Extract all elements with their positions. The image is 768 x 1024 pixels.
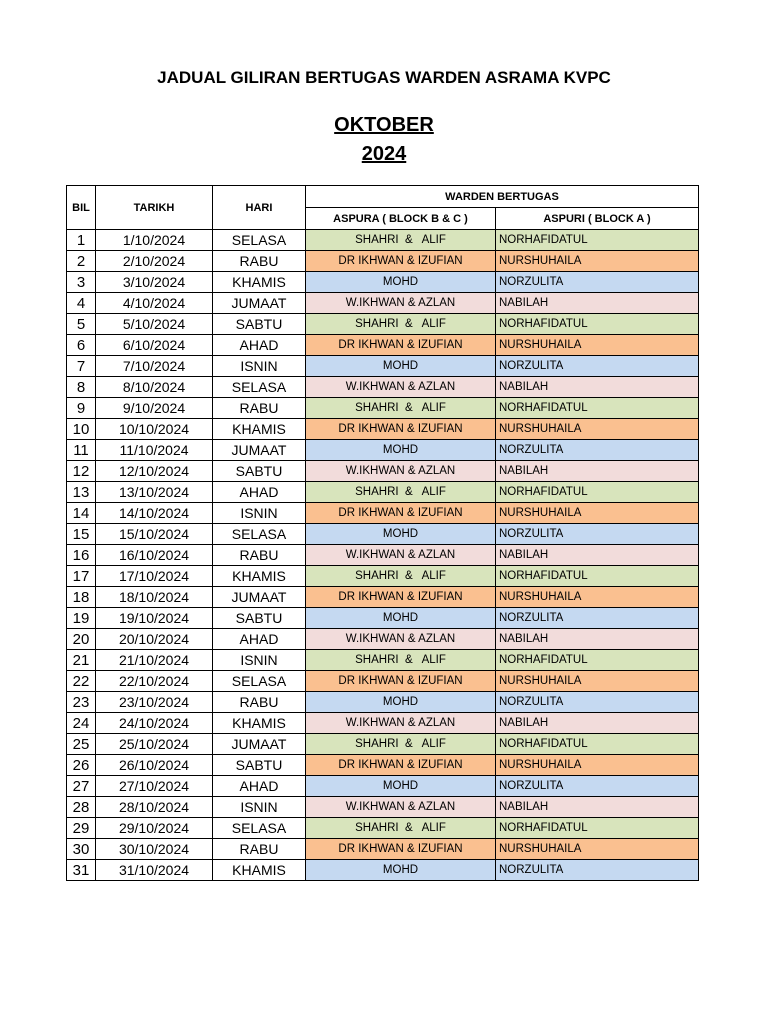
row-date-cell: 15/10/2024 [96, 524, 213, 545]
row-bil-cell: 20 [67, 629, 96, 650]
row-day-cell: ISNIN [213, 797, 306, 818]
table-row [67, 419, 699, 440]
header-warden-bertugas: WARDEN BERTUGAS [306, 186, 699, 208]
row-day-cell: SELASA [213, 377, 306, 398]
row-day-cell: AHAD [213, 482, 306, 503]
row-aspuri-cell: NORHAFIDATUL [496, 566, 699, 587]
row-aspura-cell: MOHD [306, 524, 496, 545]
row-aspuri-cell: NURSHUHAILA [496, 251, 699, 272]
table-row [67, 839, 699, 860]
row-date-cell: 12/10/2024 [96, 461, 213, 482]
table-row [67, 503, 699, 524]
header-aspura: ASPURA ( BLOCK B & C ) [306, 208, 496, 230]
row-aspura-cell: MOHD [306, 440, 496, 461]
row-aspura-cell: DR IKHWAN & IZUFIAN [306, 587, 496, 608]
row-aspura-cell: W.IKHWAN & AZLAN [306, 293, 496, 314]
row-aspuri-cell: NABILAH [496, 629, 699, 650]
page-title: JADUAL GILIRAN BERTUGAS WARDEN ASRAMA KVPC [157, 68, 611, 87]
table-row [67, 314, 699, 335]
row-aspura-cell: MOHD [306, 608, 496, 629]
table-row [67, 587, 699, 608]
row-aspuri-cell: NURSHUHAILA [496, 587, 699, 608]
table-row [67, 608, 699, 629]
row-date-cell: 21/10/2024 [96, 650, 213, 671]
row-bil-cell: 31 [67, 860, 96, 881]
month-heading: OKTOBER [334, 114, 434, 136]
row-bil-cell: 11 [67, 440, 96, 461]
row-bil-cell: 13 [67, 482, 96, 503]
header-tarikh: TARIKH [96, 186, 213, 230]
row-aspuri-cell: NURSHUHAILA [496, 671, 699, 692]
row-aspuri-cell: NORHAFIDATUL [496, 734, 699, 755]
row-aspura-cell: SHAHRI & ALIF [306, 314, 496, 335]
row-aspura-cell: SHAHRI & ALIF [306, 566, 496, 587]
row-aspura-cell: SHAHRI & ALIF [306, 482, 496, 503]
table-body [67, 230, 699, 881]
table-row [67, 356, 699, 377]
row-day-cell: KHAMIS [213, 566, 306, 587]
table-row [67, 398, 699, 419]
row-aspura-cell: DR IKHWAN & IZUFIAN [306, 503, 496, 524]
row-aspura-cell: MOHD [306, 356, 496, 377]
row-aspuri-cell: NURSHUHAILA [496, 503, 699, 524]
row-bil-cell: 25 [67, 734, 96, 755]
row-day-cell: RABU [213, 545, 306, 566]
row-date-cell: 20/10/2024 [96, 629, 213, 650]
row-day-cell: KHAMIS [213, 860, 306, 881]
year-heading: 2024 [361, 143, 407, 165]
row-date-cell: 31/10/2024 [96, 860, 213, 881]
row-date-cell: 28/10/2024 [96, 797, 213, 818]
row-date-cell: 23/10/2024 [96, 692, 213, 713]
duty-roster-table [66, 185, 699, 881]
row-date-cell: 3/10/2024 [96, 272, 213, 293]
row-aspura-cell: SHAHRI & ALIF [306, 818, 496, 839]
row-aspura-cell: W.IKHWAN & AZLAN [306, 461, 496, 482]
row-date-cell: 2/10/2024 [96, 251, 213, 272]
row-day-cell: RABU [213, 692, 306, 713]
table-row [67, 482, 699, 503]
row-bil-cell: 22 [67, 671, 96, 692]
row-aspura-cell: SHAHRI & ALIF [306, 398, 496, 419]
row-date-cell: 25/10/2024 [96, 734, 213, 755]
row-aspura-cell: DR IKHWAN & IZUFIAN [306, 335, 496, 356]
row-aspuri-cell: NABILAH [496, 461, 699, 482]
row-bil-cell: 8 [67, 377, 96, 398]
row-bil-cell: 6 [67, 335, 96, 356]
row-aspura-cell: W.IKHWAN & AZLAN [306, 629, 496, 650]
row-aspuri-cell: NORHAFIDATUL [496, 230, 699, 251]
table-row [67, 440, 699, 461]
row-bil-cell: 19 [67, 608, 96, 629]
row-aspuri-cell: NURSHUHAILA [496, 335, 699, 356]
row-aspuri-cell: NORHAFIDATUL [496, 314, 699, 335]
header-hari: HARI [213, 186, 306, 230]
row-aspuri-cell: NURSHUHAILA [496, 419, 699, 440]
row-day-cell: RABU [213, 251, 306, 272]
row-date-cell: 16/10/2024 [96, 545, 213, 566]
row-date-cell: 26/10/2024 [96, 755, 213, 776]
row-day-cell: JUMAAT [213, 587, 306, 608]
table-row [67, 797, 699, 818]
header-aspuri: ASPURI ( BLOCK A ) [496, 208, 699, 230]
row-bil-cell: 3 [67, 272, 96, 293]
row-aspura-cell: DR IKHWAN & IZUFIAN [306, 251, 496, 272]
table-row [67, 713, 699, 734]
row-bil-cell: 29 [67, 818, 96, 839]
row-date-cell: 18/10/2024 [96, 587, 213, 608]
row-date-cell: 14/10/2024 [96, 503, 213, 524]
row-aspuri-cell: NORZULITA [496, 524, 699, 545]
row-bil-cell: 7 [67, 356, 96, 377]
table-row [67, 524, 699, 545]
table-row [67, 461, 699, 482]
row-aspuri-cell: NURSHUHAILA [496, 839, 699, 860]
row-day-cell: SABTU [213, 755, 306, 776]
row-date-cell: 30/10/2024 [96, 839, 213, 860]
row-day-cell: SELASA [213, 230, 306, 251]
row-bil-cell: 27 [67, 776, 96, 797]
row-aspuri-cell: NABILAH [496, 797, 699, 818]
table-row [67, 251, 699, 272]
row-bil-cell: 2 [67, 251, 96, 272]
row-bil-cell: 14 [67, 503, 96, 524]
row-aspuri-cell: NABILAH [496, 377, 699, 398]
row-bil-cell: 15 [67, 524, 96, 545]
row-aspura-cell: SHAHRI & ALIF [306, 650, 496, 671]
row-bil-cell: 28 [67, 797, 96, 818]
row-bil-cell: 21 [67, 650, 96, 671]
row-bil-cell: 5 [67, 314, 96, 335]
row-aspuri-cell: NORZULITA [496, 776, 699, 797]
table-row [67, 293, 699, 314]
row-date-cell: 11/10/2024 [96, 440, 213, 461]
header-bil: BIL [67, 186, 96, 230]
row-date-cell: 6/10/2024 [96, 335, 213, 356]
row-day-cell: JUMAAT [213, 734, 306, 755]
row-bil-cell: 16 [67, 545, 96, 566]
row-aspura-cell: MOHD [306, 860, 496, 881]
row-aspura-cell: MOHD [306, 692, 496, 713]
row-day-cell: SELASA [213, 524, 306, 545]
row-bil-cell: 24 [67, 713, 96, 734]
row-aspura-cell: W.IKHWAN & AZLAN [306, 377, 496, 398]
row-date-cell: 10/10/2024 [96, 419, 213, 440]
row-aspuri-cell: NABILAH [496, 713, 699, 734]
row-bil-cell: 4 [67, 293, 96, 314]
table-row [67, 650, 699, 671]
row-day-cell: RABU [213, 398, 306, 419]
row-bil-cell: 12 [67, 461, 96, 482]
row-bil-cell: 10 [67, 419, 96, 440]
row-date-cell: 4/10/2024 [96, 293, 213, 314]
row-day-cell: SABTU [213, 461, 306, 482]
row-bil-cell: 18 [67, 587, 96, 608]
table-row [67, 335, 699, 356]
row-day-cell: SELASA [213, 818, 306, 839]
row-aspura-cell: DR IKHWAN & IZUFIAN [306, 419, 496, 440]
row-day-cell: ISNIN [213, 503, 306, 524]
row-date-cell: 24/10/2024 [96, 713, 213, 734]
row-day-cell: SABTU [213, 608, 306, 629]
table-row [67, 566, 699, 587]
row-day-cell: AHAD [213, 335, 306, 356]
table-row [67, 818, 699, 839]
row-date-cell: 7/10/2024 [96, 356, 213, 377]
row-date-cell: 5/10/2024 [96, 314, 213, 335]
row-date-cell: 22/10/2024 [96, 671, 213, 692]
row-aspuri-cell: NORHAFIDATUL [496, 650, 699, 671]
row-date-cell: 27/10/2024 [96, 776, 213, 797]
row-aspura-cell: MOHD [306, 776, 496, 797]
table-row [67, 734, 699, 755]
row-bil-cell: 9 [67, 398, 96, 419]
row-aspura-cell: DR IKHWAN & IZUFIAN [306, 671, 496, 692]
row-aspuri-cell: NORZULITA [496, 356, 699, 377]
row-date-cell: 1/10/2024 [96, 230, 213, 251]
table-row [67, 776, 699, 797]
table-row [67, 755, 699, 776]
row-aspuri-cell: NORHAFIDATUL [496, 818, 699, 839]
row-bil-cell: 17 [67, 566, 96, 587]
row-aspura-cell: W.IKHWAN & AZLAN [306, 545, 496, 566]
row-day-cell: AHAD [213, 629, 306, 650]
row-day-cell: AHAD [213, 776, 306, 797]
row-day-cell: JUMAAT [213, 440, 306, 461]
row-day-cell: ISNIN [213, 356, 306, 377]
row-aspura-cell: W.IKHWAN & AZLAN [306, 797, 496, 818]
row-aspura-cell: SHAHRI & ALIF [306, 734, 496, 755]
row-bil-cell: 23 [67, 692, 96, 713]
table-row [67, 671, 699, 692]
row-date-cell: 9/10/2024 [96, 398, 213, 419]
row-aspura-cell: MOHD [306, 272, 496, 293]
row-day-cell: KHAMIS [213, 272, 306, 293]
table-row [67, 692, 699, 713]
table-row [67, 377, 699, 398]
row-aspuri-cell: NORHAFIDATUL [496, 398, 699, 419]
row-aspuri-cell: NORHAFIDATUL [496, 482, 699, 503]
row-day-cell: KHAMIS [213, 713, 306, 734]
table-row [67, 230, 699, 251]
row-day-cell: JUMAAT [213, 293, 306, 314]
row-aspuri-cell: NORZULITA [496, 608, 699, 629]
row-aspuri-cell: NORZULITA [496, 272, 699, 293]
row-day-cell: SELASA [213, 671, 306, 692]
row-aspuri-cell: NABILAH [496, 545, 699, 566]
row-aspuri-cell: NORZULITA [496, 440, 699, 461]
row-aspura-cell: SHAHRI & ALIF [306, 230, 496, 251]
row-day-cell: KHAMIS [213, 419, 306, 440]
row-date-cell: 8/10/2024 [96, 377, 213, 398]
row-aspura-cell: DR IKHWAN & IZUFIAN [306, 755, 496, 776]
row-day-cell: SABTU [213, 314, 306, 335]
table-row [67, 629, 699, 650]
row-bil-cell: 1 [67, 230, 96, 251]
row-date-cell: 13/10/2024 [96, 482, 213, 503]
row-day-cell: ISNIN [213, 650, 306, 671]
row-date-cell: 19/10/2024 [96, 608, 213, 629]
row-aspuri-cell: NORZULITA [496, 692, 699, 713]
table-header [67, 186, 699, 230]
table-row [67, 545, 699, 566]
row-day-cell: RABU [213, 839, 306, 860]
row-bil-cell: 30 [67, 839, 96, 860]
table-row [67, 272, 699, 293]
table-row [67, 860, 699, 881]
row-aspuri-cell: NORZULITA [496, 860, 699, 881]
row-aspura-cell: DR IKHWAN & IZUFIAN [306, 839, 496, 860]
row-date-cell: 29/10/2024 [96, 818, 213, 839]
row-date-cell: 17/10/2024 [96, 566, 213, 587]
row-aspuri-cell: NABILAH [496, 293, 699, 314]
row-aspura-cell: W.IKHWAN & AZLAN [306, 713, 496, 734]
row-aspuri-cell: NURSHUHAILA [496, 755, 699, 776]
row-bil-cell: 26 [67, 755, 96, 776]
